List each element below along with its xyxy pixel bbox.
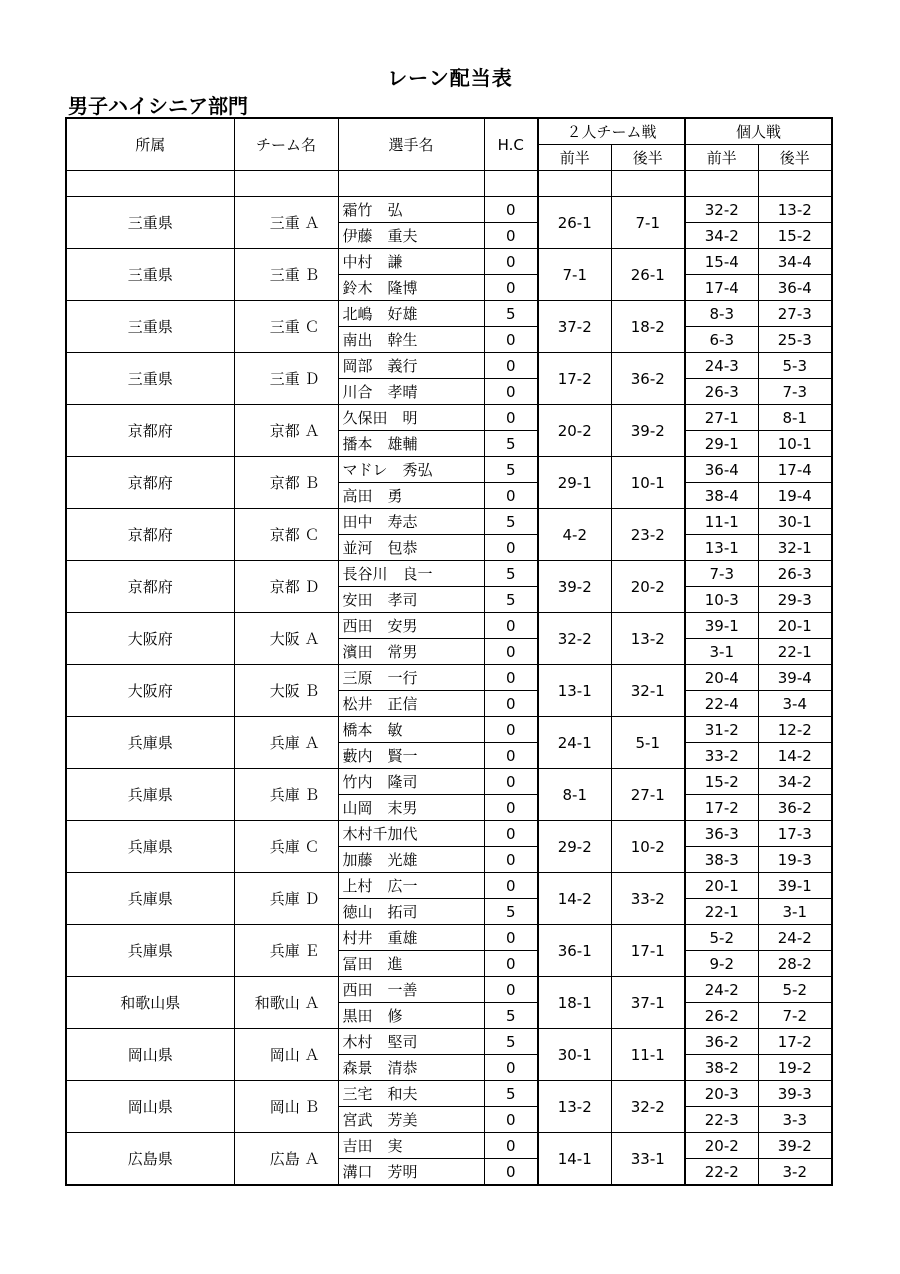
hc-cell: 0 [484,691,538,717]
affiliation-cell: 岡山県 [66,1029,234,1081]
player-name-cell: 溝口 芳明 [338,1159,484,1186]
hc-cell: 5 [484,899,538,925]
individual-second-half-lane: 39-4 [758,665,832,691]
pair-first-half-lane: 13-2 [538,1081,611,1133]
team-name-cell: 京都 Ｃ [234,509,338,561]
table-row [66,405,832,431]
team-name-cell: 兵庫 Ｂ [234,769,338,821]
affiliation-cell: 広島県 [66,1133,234,1186]
affiliation-cell: 和歌山県 [66,977,234,1029]
individual-first-half-lane: 8-3 [685,301,758,327]
team-name-cell: 岡山 Ａ [234,1029,338,1081]
team-name-cell: 兵庫 Ｄ [234,873,338,925]
player-name-cell: 伊藤 重夫 [338,223,484,249]
pair-second-half-lane: 26-1 [611,249,685,301]
header-individual-first-half: 前半 [685,145,758,171]
individual-second-half-lane: 36-4 [758,275,832,301]
individual-second-half-lane: 20-1 [758,613,832,639]
individual-second-half-lane: 39-2 [758,1133,832,1159]
individual-first-half-lane: 20-4 [685,665,758,691]
team-name-cell: 京都 Ａ [234,405,338,457]
hc-cell: 0 [484,665,538,691]
affiliation-cell: 兵庫県 [66,873,234,925]
hc-cell: 0 [484,223,538,249]
player-name-cell: 田中 寿志 [338,509,484,535]
hc-cell: 0 [484,1159,538,1186]
hc-cell: 0 [484,327,538,353]
table-body [66,171,832,1186]
header-spacer [66,171,832,197]
individual-first-half-lane: 22-4 [685,691,758,717]
pair-second-half-lane: 23-2 [611,509,685,561]
player-name-cell: 三宅 和夫 [338,1081,484,1107]
team-name-cell: 広島 Ａ [234,1133,338,1186]
individual-second-half-lane: 19-2 [758,1055,832,1081]
player-name-cell: 木村千加代 [338,821,484,847]
pair-second-half-lane: 32-1 [611,665,685,717]
individual-second-half-lane: 19-3 [758,847,832,873]
team-name-cell: 大阪 Ａ [234,613,338,665]
pair-second-half-lane: 18-2 [611,301,685,353]
affiliation-cell: 三重県 [66,249,234,301]
player-name-cell: 中村 謙 [338,249,484,275]
player-name-cell: 並河 包恭 [338,535,484,561]
hc-cell: 0 [484,873,538,899]
individual-second-half-lane: 14-2 [758,743,832,769]
player-name-cell: 高田 勇 [338,483,484,509]
team-name-cell: 和歌山 Ａ [234,977,338,1029]
individual-second-half-lane: 3-4 [758,691,832,717]
individual-first-half-lane: 9-2 [685,951,758,977]
pair-first-half-lane: 18-1 [538,977,611,1029]
individual-second-half-lane: 3-1 [758,899,832,925]
table-row [66,613,832,639]
individual-first-half-lane: 3-1 [685,639,758,665]
individual-first-half-lane: 5-2 [685,925,758,951]
individual-first-half-lane: 31-2 [685,717,758,743]
table-row [66,1133,832,1159]
hc-cell: 0 [484,717,538,743]
individual-first-half-lane: 26-2 [685,1003,758,1029]
individual-second-half-lane: 7-2 [758,1003,832,1029]
header-player-name: 選手名 [338,118,484,171]
table-row [66,925,832,951]
affiliation-cell: 三重県 [66,301,234,353]
player-name-cell: 北嶋 好雄 [338,301,484,327]
player-name-cell: 播本 雄輔 [338,431,484,457]
individual-first-half-lane: 13-1 [685,535,758,561]
player-name-cell: 徳山 拓司 [338,899,484,925]
hc-cell: 0 [484,951,538,977]
pair-second-half-lane: 33-1 [611,1133,685,1186]
individual-first-half-lane: 22-2 [685,1159,758,1186]
pair-first-half-lane: 20-2 [538,405,611,457]
pair-second-half-lane: 32-2 [611,1081,685,1133]
table-row [66,665,832,691]
individual-second-half-lane: 22-1 [758,639,832,665]
lane-assignment-table [65,117,833,1186]
pair-second-half-lane: 13-2 [611,613,685,665]
player-name-cell: 濱田 常男 [338,639,484,665]
individual-first-half-lane: 20-2 [685,1133,758,1159]
hc-cell: 5 [484,509,538,535]
individual-second-half-lane: 17-3 [758,821,832,847]
hc-cell: 0 [484,1107,538,1133]
individual-first-half-lane: 24-3 [685,353,758,379]
individual-first-half-lane: 36-3 [685,821,758,847]
hc-cell: 5 [484,1081,538,1107]
header-pair-second-half: 後半 [611,145,685,171]
hc-cell: 0 [484,405,538,431]
individual-first-half-lane: 20-3 [685,1081,758,1107]
pair-first-half-lane: 7-1 [538,249,611,301]
individual-first-half-lane: 26-3 [685,379,758,405]
player-name-cell: 久保田 明 [338,405,484,431]
individual-second-half-lane: 8-1 [758,405,832,431]
pair-second-half-lane: 10-1 [611,457,685,509]
team-name-cell: 兵庫 Ｃ [234,821,338,873]
pair-first-half-lane: 14-2 [538,873,611,925]
team-name-cell: 三重 Ｃ [234,301,338,353]
player-name-cell: 竹内 隆司 [338,769,484,795]
hc-cell: 0 [484,795,538,821]
affiliation-cell: 岡山県 [66,1081,234,1133]
header-pair-event: ２人チーム戦 [538,118,685,145]
player-name-cell: 橋本 敏 [338,717,484,743]
player-name-cell: 西田 安男 [338,613,484,639]
individual-second-half-lane: 10-1 [758,431,832,457]
affiliation-cell: 兵庫県 [66,717,234,769]
hc-cell: 0 [484,379,538,405]
individual-first-half-lane: 22-1 [685,899,758,925]
individual-second-half-lane: 5-3 [758,353,832,379]
team-name-cell: 兵庫 Ａ [234,717,338,769]
table-row [66,873,832,899]
header-hc: H.C [484,118,538,171]
hc-cell: 5 [484,1003,538,1029]
team-name-cell: 兵庫 Ｅ [234,925,338,977]
pair-second-half-lane: 36-2 [611,353,685,405]
individual-second-half-lane: 13-2 [758,197,832,223]
hc-cell: 0 [484,977,538,1003]
individual-second-half-lane: 39-3 [758,1081,832,1107]
individual-first-half-lane: 7-3 [685,561,758,587]
individual-first-half-lane: 34-2 [685,223,758,249]
table-row [66,769,832,795]
pair-first-half-lane: 13-1 [538,665,611,717]
individual-first-half-lane: 38-2 [685,1055,758,1081]
individual-first-half-lane: 33-2 [685,743,758,769]
affiliation-cell: 京都府 [66,509,234,561]
table-row [66,1029,832,1055]
player-name-cell: 西田 一善 [338,977,484,1003]
individual-second-half-lane: 24-2 [758,925,832,951]
team-name-cell: 三重 Ｂ [234,249,338,301]
hc-cell: 0 [484,613,538,639]
player-name-cell: 冨田 進 [338,951,484,977]
individual-second-half-lane: 25-3 [758,327,832,353]
pair-first-half-lane: 17-2 [538,353,611,405]
table-row [66,821,832,847]
affiliation-cell: 大阪府 [66,613,234,665]
player-name-cell: 長谷川 良一 [338,561,484,587]
pair-second-half-lane: 11-1 [611,1029,685,1081]
hc-cell: 0 [484,847,538,873]
affiliation-cell: 大阪府 [66,665,234,717]
table-row [66,197,832,223]
pair-first-half-lane: 36-1 [538,925,611,977]
individual-second-half-lane: 3-2 [758,1159,832,1186]
player-name-cell: 安田 孝司 [338,587,484,613]
individual-second-half-lane: 34-4 [758,249,832,275]
pair-first-half-lane: 14-1 [538,1133,611,1186]
pair-second-half-lane: 20-2 [611,561,685,613]
individual-first-half-lane: 36-4 [685,457,758,483]
individual-first-half-lane: 17-4 [685,275,758,301]
individual-second-half-lane: 27-3 [758,301,832,327]
pair-second-half-lane: 37-1 [611,977,685,1029]
individual-second-half-lane: 17-4 [758,457,832,483]
pair-second-half-lane: 39-2 [611,405,685,457]
table-row [66,509,832,535]
hc-cell: 0 [484,353,538,379]
individual-first-half-lane: 15-2 [685,769,758,795]
hc-cell: 5 [484,301,538,327]
individual-second-half-lane: 15-2 [758,223,832,249]
player-name-cell: 吉田 実 [338,1133,484,1159]
hc-cell: 5 [484,457,538,483]
individual-first-half-lane: 11-1 [685,509,758,535]
individual-first-half-lane: 20-1 [685,873,758,899]
individual-first-half-lane: 38-3 [685,847,758,873]
individual-second-half-lane: 12-2 [758,717,832,743]
header-team-name: チーム名 [234,118,338,171]
hc-cell: 5 [484,1029,538,1055]
individual-first-half-lane: 17-2 [685,795,758,821]
affiliation-cell: 兵庫県 [66,821,234,873]
hc-cell: 0 [484,769,538,795]
player-name-cell: 森景 清恭 [338,1055,484,1081]
player-name-cell: 黒田 修 [338,1003,484,1029]
player-name-cell: 上村 広一 [338,873,484,899]
player-name-cell: 霜竹 弘 [338,197,484,223]
table-row [66,561,832,587]
individual-first-half-lane: 24-2 [685,977,758,1003]
table-row [66,353,832,379]
individual-second-half-lane: 36-2 [758,795,832,821]
hc-cell: 0 [484,821,538,847]
individual-second-half-lane: 17-2 [758,1029,832,1055]
pair-second-half-lane: 5-1 [611,717,685,769]
team-name-cell: 岡山 Ｂ [234,1081,338,1133]
table-row [66,249,832,275]
individual-first-half-lane: 39-1 [685,613,758,639]
affiliation-cell: 京都府 [66,561,234,613]
team-name-cell: 京都 Ｂ [234,457,338,509]
hc-cell: 0 [484,535,538,561]
team-name-cell: 三重 Ａ [234,197,338,249]
hc-cell: 5 [484,431,538,457]
hc-cell: 0 [484,249,538,275]
team-name-cell: 大阪 Ｂ [234,665,338,717]
table-row [66,457,832,483]
individual-first-half-lane: 27-1 [685,405,758,431]
hc-cell: 0 [484,743,538,769]
pair-second-half-lane: 10-2 [611,821,685,873]
pair-first-half-lane: 32-2 [538,613,611,665]
individual-second-half-lane: 28-2 [758,951,832,977]
team-name-cell: 京都 Ｄ [234,561,338,613]
pair-second-half-lane: 7-1 [611,197,685,249]
individual-first-half-lane: 36-2 [685,1029,758,1055]
individual-second-half-lane: 7-3 [758,379,832,405]
pair-first-half-lane: 8-1 [538,769,611,821]
table-row [66,717,832,743]
pair-first-half-lane: 24-1 [538,717,611,769]
player-name-cell: 南出 幹生 [338,327,484,353]
page-title: レーン配当表 [387,66,513,90]
player-name-cell: 宮武 芳美 [338,1107,484,1133]
affiliation-cell: 京都府 [66,405,234,457]
individual-second-half-lane: 5-2 [758,977,832,1003]
individual-first-half-lane: 38-4 [685,483,758,509]
pair-first-half-lane: 26-1 [538,197,611,249]
individual-second-half-lane: 34-2 [758,769,832,795]
team-name-cell: 三重 Ｄ [234,353,338,405]
hc-cell: 0 [484,639,538,665]
individual-first-half-lane: 29-1 [685,431,758,457]
hc-cell: 0 [484,925,538,951]
player-name-cell: 川合 孝晴 [338,379,484,405]
hc-cell: 0 [484,197,538,223]
individual-first-half-lane: 15-4 [685,249,758,275]
player-name-cell: 木村 堅司 [338,1029,484,1055]
header-individual-second-half: 後半 [758,145,832,171]
hc-cell: 5 [484,561,538,587]
individual-first-half-lane: 22-3 [685,1107,758,1133]
player-name-cell: 山岡 末男 [338,795,484,821]
individual-second-half-lane: 3-3 [758,1107,832,1133]
individual-second-half-lane: 30-1 [758,509,832,535]
individual-second-half-lane: 29-3 [758,587,832,613]
affiliation-cell: 兵庫県 [66,925,234,977]
affiliation-cell: 兵庫県 [66,769,234,821]
pair-first-half-lane: 4-2 [538,509,611,561]
hc-cell: 0 [484,1133,538,1159]
hc-cell: 0 [484,483,538,509]
individual-first-half-lane: 6-3 [685,327,758,353]
hc-cell: 5 [484,587,538,613]
player-name-cell: 三原 一行 [338,665,484,691]
pair-first-half-lane: 29-1 [538,457,611,509]
table-row [66,977,832,1003]
table-row [66,301,832,327]
header-pair-first-half: 前半 [538,145,611,171]
hc-cell: 0 [484,275,538,301]
player-name-cell: 松井 正信 [338,691,484,717]
header-individual-event: 個人戦 [685,118,832,145]
pair-first-half-lane: 39-2 [538,561,611,613]
pair-second-half-lane: 17-1 [611,925,685,977]
pair-first-half-lane: 37-2 [538,301,611,353]
individual-first-half-lane: 10-3 [685,587,758,613]
individual-first-half-lane: 32-2 [685,197,758,223]
player-name-cell: 村井 重雄 [338,925,484,951]
table-row [66,1081,832,1107]
pair-second-half-lane: 33-2 [611,873,685,925]
individual-second-half-lane: 19-4 [758,483,832,509]
affiliation-cell: 京都府 [66,457,234,509]
player-name-cell: 加藤 光雄 [338,847,484,873]
section-title: 男子ハイシニア部門 [68,94,248,118]
pair-first-half-lane: 29-2 [538,821,611,873]
player-name-cell: 藪内 賢一 [338,743,484,769]
player-name-cell: マドレ 秀弘 [338,457,484,483]
individual-second-half-lane: 39-1 [758,873,832,899]
individual-second-half-lane: 32-1 [758,535,832,561]
hc-cell: 0 [484,1055,538,1081]
pair-second-half-lane: 27-1 [611,769,685,821]
player-name-cell: 岡部 義行 [338,353,484,379]
affiliation-cell: 三重県 [66,353,234,405]
pair-first-half-lane: 30-1 [538,1029,611,1081]
affiliation-cell: 三重県 [66,197,234,249]
player-name-cell: 鈴木 隆博 [338,275,484,301]
individual-second-half-lane: 26-3 [758,561,832,587]
header-affiliation: 所属 [66,118,234,171]
